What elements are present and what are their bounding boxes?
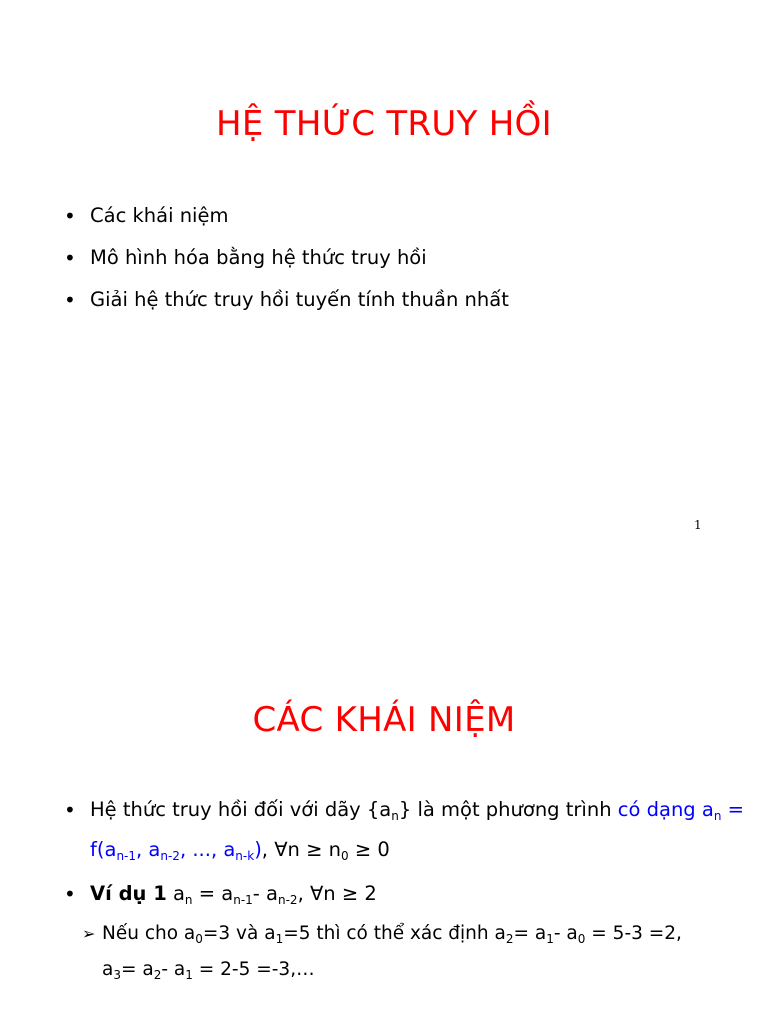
bullet-item: • Mô hình hóa bằng hệ thức truy hồi	[64, 238, 744, 278]
bullet-item: • Các khái niệm	[64, 196, 744, 236]
example-label: Ví dụ 1	[90, 882, 167, 905]
definition-formula: có dạng $a_n = f(a_{n-1}$, $a_{n-2}$, ..., $a_{n-k}$)	[90, 798, 744, 863]
example-bullet: • Ví dụ 1 $a_n = a_{n-1}-$ $a_{n-2}$, ∀n ≥ 2	[64, 874, 744, 914]
slide-2-title: CÁC KHÁI NIỆM	[252, 700, 516, 740]
slide-2-bullet-list	[64, 790, 744, 914]
slide-1-title: HỆ THỨC TRUY HỒI	[216, 104, 552, 144]
slide-2	[0, 512, 768, 1024]
example-sub-item: ➢ Nếu cho $a_0=3$ và $a_1=5$ thì có thể xác định $a_2= a_1-$ $a_0 = 5-3 =2$, $a_3= a_2-$ $a_1 = 2-5$ =-3,…	[102, 916, 702, 988]
page-number: 1	[694, 518, 702, 532]
definition-bullet: • Hệ thức truy hồi đối với dãy $\{a_n\}$ là một phương trình có dạng $a_n = f(a_{n-1}$, $a_{n-2}$, ..., $a_{n-k}$), ∀n ≥ $n_0 \ge 0$	[64, 790, 744, 870]
arrow-bullet-icon: ➢	[82, 924, 96, 943]
slide-1-bullet-list	[64, 196, 744, 322]
bullet-item: • Giải hệ thức truy hồi tuyến tính thuần nhất	[64, 280, 744, 320]
